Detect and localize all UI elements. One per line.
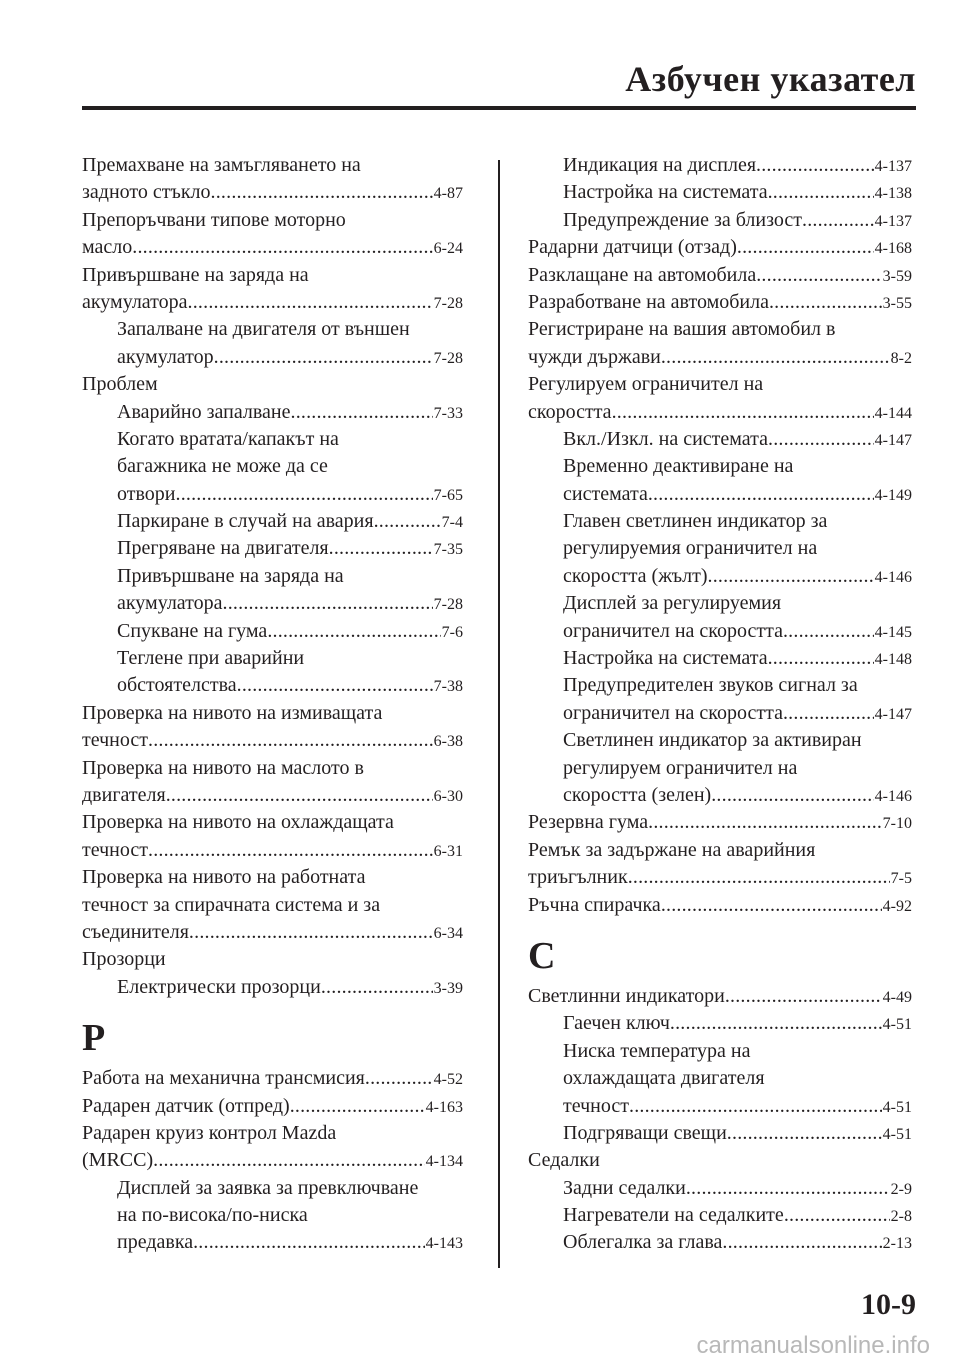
index-heading: Проблем: [82, 373, 158, 396]
page-reference: 4-147: [874, 705, 912, 723]
entry-label: ограничител на скоростта: [563, 701, 783, 724]
entry-label: Разклащане на автомобила: [528, 263, 757, 286]
dot-leader: [267, 618, 440, 645]
index-entry: [82, 837, 463, 864]
page-reference: 7-28: [433, 349, 463, 367]
dot-leader: [661, 892, 882, 919]
entry-label: Работа на механична трансмисия: [82, 1067, 365, 1090]
dot-leader: [727, 1120, 882, 1147]
entry-label: Светлинни индикатори: [528, 984, 725, 1007]
dot-leader: [722, 1229, 881, 1256]
index-entry: [82, 974, 463, 1001]
index-entry: [82, 179, 463, 206]
index-entry: [528, 344, 912, 371]
page-reference: 4-148: [874, 651, 912, 669]
page-reference: 4-146: [874, 568, 912, 586]
index-heading: багажника не може да се: [117, 455, 328, 478]
index-entry: [528, 1202, 912, 1229]
entry-label: триъгълник: [528, 866, 628, 889]
page-reference: 4-149: [874, 486, 912, 504]
index-entry: [528, 1120, 912, 1147]
entry-label: ограничител на скоростта: [563, 619, 783, 642]
entry-label: (MRCC): [82, 1149, 154, 1172]
page-reference: 4-87: [433, 185, 463, 203]
dot-leader: [148, 727, 433, 754]
dot-leader: [768, 179, 874, 206]
index-heading: Прозорци: [82, 948, 166, 971]
header-rule: [82, 106, 916, 110]
page-reference: 4-92: [882, 897, 912, 915]
dot-leader: [802, 207, 874, 234]
index-entry: [82, 1147, 463, 1174]
entry-label: Резервна гума: [528, 811, 649, 834]
page-reference: 7-28: [433, 596, 463, 614]
index-heading: Предупредителен звуков сигнал за: [563, 674, 858, 697]
entry-label: Предупреждение за близост: [563, 208, 803, 231]
index-entry: [528, 864, 912, 891]
index-heading: на по-висока/по-ниска: [117, 1204, 308, 1227]
index-entry: [82, 727, 463, 754]
page-reference: 7-28: [433, 294, 463, 312]
page-reference: 7-65: [433, 486, 463, 504]
entry-label: Вкл./Изкл. на системата: [563, 427, 769, 450]
dot-leader: [193, 1229, 425, 1256]
dot-leader: [612, 399, 874, 426]
index-entry: [528, 207, 912, 234]
page-reference: 8-2: [890, 349, 912, 367]
index-entry: [528, 152, 912, 179]
index-heading: регулируем ограничител на: [563, 756, 798, 779]
page-reference: 7-35: [433, 541, 463, 559]
entry-label: скоростта (жълт): [563, 564, 708, 587]
entry-label: чужди държави: [528, 345, 661, 368]
index-entry: [528, 262, 912, 289]
dot-leader: [237, 672, 433, 699]
page-reference: 4-52: [433, 1071, 463, 1089]
index-heading: Когато вратата/капакът на: [117, 427, 339, 450]
index-entry: [528, 179, 912, 206]
entry-label: течност: [563, 1094, 629, 1117]
entry-label: Облегалка за глава: [563, 1231, 723, 1254]
watermark: carmanualsonline.info: [696, 1332, 930, 1359]
dot-leader: [291, 399, 433, 426]
index-entry: [82, 1229, 463, 1256]
entry-label: съединителя: [82, 920, 189, 943]
entry-label: Електрически прозорци: [117, 975, 321, 998]
entry-label: скоростта: [528, 400, 612, 423]
page-reference: 4-49: [882, 988, 912, 1006]
section-letter: С: [528, 934, 556, 977]
page-reference: 4-51: [882, 1016, 912, 1034]
index-heading: Светлинен индикатор за активиран: [563, 729, 862, 752]
page-reference: 7-4: [441, 514, 463, 532]
entry-label: скоростта (зелен): [563, 783, 712, 806]
index-column-right: [528, 152, 912, 1257]
page-reference: 4-51: [882, 1098, 912, 1116]
entry-label: Нагреватели на седалките: [563, 1204, 784, 1227]
index-heading: Привършване на заряда на: [117, 564, 344, 587]
index-column-left: [82, 152, 463, 1257]
dot-leader: [648, 809, 882, 836]
index-entry: [528, 983, 912, 1010]
index-entry: [528, 1093, 912, 1120]
page-reference: 4-145: [874, 623, 912, 641]
entry-label: течност: [82, 838, 148, 861]
page-reference: 2-8: [890, 1208, 912, 1226]
index-entry: [82, 782, 463, 809]
index-entry: [528, 892, 912, 919]
index-entry: [528, 399, 912, 426]
page-reference: 6-34: [433, 924, 463, 942]
dot-leader: [365, 1065, 433, 1092]
index-entry: [528, 481, 912, 508]
page-reference: 6-24: [433, 240, 463, 258]
page-reference: 4-138: [874, 185, 912, 203]
dot-leader: [769, 289, 882, 316]
index-entry: [528, 234, 912, 261]
dot-leader: [768, 645, 874, 672]
entry-label: отвори: [117, 482, 176, 505]
index-heading: Проверка на нивото на маслото в: [82, 756, 364, 779]
index-entry: [82, 535, 463, 562]
entry-label: задното стъкло: [82, 181, 211, 204]
entry-label: Индикация на дисплея: [563, 154, 757, 176]
page-reference: 4-51: [882, 1125, 912, 1143]
dot-leader: [148, 837, 433, 864]
page-reference: 4-137: [874, 212, 912, 230]
page-reference: 7-10: [882, 815, 912, 833]
page-reference: 3-39: [433, 979, 463, 997]
dot-leader: [188, 289, 433, 316]
entry-label: Гаечен ключ: [563, 1012, 670, 1035]
entry-label: течност: [82, 729, 148, 752]
dot-leader: [211, 179, 433, 206]
index-entry: [82, 618, 463, 645]
dot-leader: [132, 234, 432, 261]
entry-label: Разработване на автомобила: [528, 290, 769, 313]
entry-label: Настройка на системата: [563, 647, 768, 670]
dot-leader: [686, 1175, 890, 1202]
dot-leader: [670, 1010, 882, 1037]
entry-label: Радарни датчици (отзад): [528, 236, 737, 259]
section-letter: Р: [82, 1017, 106, 1060]
entry-label: Подгряващи свещи: [563, 1121, 727, 1144]
dot-leader: [214, 344, 433, 371]
index-entry: [82, 672, 463, 699]
dot-leader: [768, 426, 874, 453]
index-heading: Регулируем ограничител на: [528, 373, 764, 396]
entry-label: Паркиране в случай на авария: [117, 510, 374, 533]
page-reference: 3-55: [882, 294, 912, 312]
index-heading: Проверка на нивото на работната: [82, 866, 366, 889]
dot-leader: [725, 983, 882, 1010]
index-entry: [82, 344, 463, 371]
index-entry: [82, 234, 463, 261]
dot-leader: [290, 1093, 425, 1120]
entry-label: предавка: [117, 1231, 194, 1254]
dot-leader: [648, 481, 874, 508]
index-entry: [528, 700, 912, 727]
index-entry: [528, 1175, 912, 1202]
index-heading: Дисплей за регулируемия: [563, 592, 782, 615]
index-heading: Дисплей за заявка за превключване: [117, 1176, 419, 1199]
page-reference: 4-144: [874, 404, 912, 422]
index-entry: [528, 618, 912, 645]
index-heading: Ниска температура на: [563, 1039, 751, 1062]
page-reference: 7-38: [433, 678, 463, 696]
index-entry: [82, 481, 463, 508]
index-entry: [82, 1065, 463, 1092]
index-heading: регулируемия ограничител на: [563, 537, 818, 560]
entry-label: Настройка на системата: [563, 181, 768, 204]
dot-leader: [628, 864, 890, 891]
page-number: 10-9: [861, 1288, 916, 1321]
index-entry: [528, 782, 912, 809]
entry-label: акумулатора: [82, 290, 188, 313]
index-entry: [528, 426, 912, 453]
dot-leader: [223, 590, 433, 617]
index-heading: Ремък за задържане на аварийния: [528, 838, 816, 861]
index-entry: [528, 289, 912, 316]
index-heading: Седалки: [528, 1149, 600, 1172]
index-entry: [528, 563, 912, 590]
index-heading: Премахване на замъгляването на: [82, 154, 361, 176]
index-heading: Временно деактивиране на: [563, 455, 794, 478]
entry-label: обстоятелства: [117, 674, 237, 697]
dot-leader: [374, 508, 441, 535]
index-heading: Препоръчвани типове моторно: [82, 208, 346, 231]
dot-leader: [176, 481, 433, 508]
page-reference: 4-134: [425, 1153, 463, 1171]
dot-leader: [189, 919, 433, 946]
entry-label: двигателя: [82, 783, 166, 806]
dot-leader: [708, 563, 874, 590]
dot-leader: [153, 1147, 425, 1174]
dot-leader: [783, 618, 874, 645]
entry-label: акумулатор: [117, 345, 214, 368]
index-heading: охлаждащата двигателя: [563, 1067, 765, 1090]
page-reference: 4-168: [874, 240, 912, 258]
index-heading: Главен светлинен индикатор за: [563, 510, 828, 533]
page-reference: 2-9: [890, 1180, 912, 1198]
dot-leader: [629, 1093, 882, 1120]
dot-leader: [756, 262, 881, 289]
entry-label: Радарен датчик (отпред): [82, 1094, 290, 1117]
entry-label: системата: [563, 482, 648, 505]
page-header-title: Азбучен указател: [625, 59, 916, 99]
page-reference: 4-143: [425, 1235, 463, 1253]
page-reference: 2-13: [882, 1235, 912, 1253]
page-reference: 4-137: [874, 158, 912, 175]
index-entry: [82, 919, 463, 946]
index-heading: Теглене при аварийни: [117, 647, 305, 670]
entry-label: Спукване на гума: [117, 619, 268, 642]
entry-label: акумулатора: [117, 592, 223, 615]
entry-label: Аварийно запалване: [117, 400, 291, 423]
index-entry: [82, 1093, 463, 1120]
entry-label: масло: [82, 236, 133, 259]
dot-leader: [661, 344, 890, 371]
page-reference: 7-5: [890, 870, 912, 888]
entry-label: Ръчна спирачка: [528, 893, 661, 916]
dot-leader: [321, 974, 433, 1001]
dot-leader: [737, 234, 874, 261]
index-entry: [528, 1010, 912, 1037]
page-reference: 6-30: [433, 787, 463, 805]
index-heading: Привършване на заряда на: [82, 263, 309, 286]
entry-label: Прегряване на двигателя: [117, 537, 329, 560]
index-heading: Проверка на нивото на измиващата: [82, 701, 383, 724]
page-reference: 4-147: [874, 431, 912, 449]
dot-leader: [783, 700, 874, 727]
entry-label: Задни седалки: [563, 1176, 686, 1199]
page-reference: 4-163: [425, 1098, 463, 1116]
index-entry: [82, 289, 463, 316]
index-heading: Запалване на двигателя от външен: [117, 318, 410, 341]
page-reference: 3-59: [882, 267, 912, 285]
page-reference: 6-31: [433, 842, 463, 860]
index-entry: [528, 1229, 912, 1256]
page-reference: 7-33: [433, 404, 463, 422]
index-heading: Радарен круиз контрол Mazda: [82, 1121, 337, 1144]
dot-leader: [711, 782, 873, 809]
index-entry: [82, 590, 463, 617]
dot-leader: [756, 152, 874, 179]
column-divider: [498, 160, 500, 1268]
index-heading: течност за спирачната система и за: [82, 893, 381, 916]
dot-leader: [166, 782, 433, 809]
page-reference: 6-38: [433, 733, 463, 751]
index-entry: [528, 809, 912, 836]
page-reference: 7-6: [441, 623, 463, 641]
index-entry: [528, 645, 912, 672]
index-heading: Регистриране на вашия автомобил в: [528, 318, 836, 341]
dot-leader: [329, 535, 433, 562]
index-heading: Проверка на нивото на охлаждащата: [82, 811, 394, 834]
index-entry: [82, 508, 463, 535]
page-reference: 4-146: [874, 787, 912, 805]
index-entry: [82, 399, 463, 426]
dot-leader: [784, 1202, 890, 1229]
